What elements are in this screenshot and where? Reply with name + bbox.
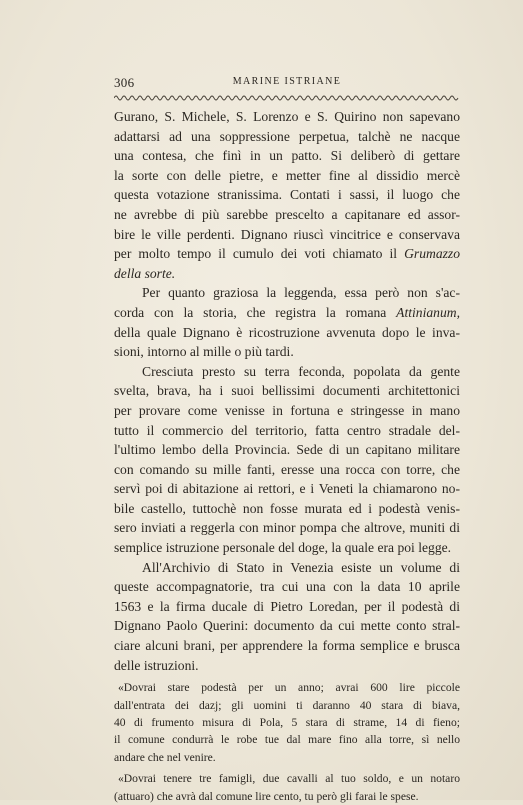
- italic-term: Grumazzo: [404, 246, 460, 262]
- text-line: per provare come venisse in fortuna e stringesse in mano: [114, 402, 460, 418]
- text-line: l'ultimo lembo della Provincia. Sede di un capitano militare: [114, 442, 460, 458]
- text-line: 1563 e la firma ducale di Pietro Loredan, per il podestà di: [114, 598, 460, 614]
- text-line: semplice istruzione personale del doge, la quale era poi legge.: [114, 540, 452, 556]
- page-number: 306: [114, 75, 135, 90]
- page-header: [114, 75, 460, 89]
- paragraph-4: [114, 558, 460, 676]
- text-line: queste accompagnatorie, tra cui una con la data 10 aprile: [114, 579, 460, 595]
- quote-line: «Dovrai tenere tre famigli, due cavalli al tuo soldo, e un notaro: [118, 772, 460, 786]
- text-line: questa votazione stranissima. Contati i sassi, il luogo che: [114, 187, 460, 203]
- paragraph-1: [114, 107, 460, 283]
- text-line: Dignano Paolo Querini: documento da cui mette conto stral-: [114, 618, 460, 634]
- main-text: [114, 107, 460, 805]
- text-line: ne avrebbe di più sarebbe prescelto a capitanare ed assor-: [114, 206, 460, 222]
- header-ornament-rule: [114, 94, 460, 102]
- quote-line: 40 di frumento misura di Pola, 5 stara di strame, 14 di fieno;: [114, 716, 460, 729]
- text-line: sero inviati a reggerla con minor pompa che altrove, muniti di: [114, 520, 460, 536]
- text-line: tutto il commercio del territorio, fatta centro stradale del-: [114, 422, 460, 438]
- text-line: svelta, brava, ha i suoi bellissimi documenti architettonici: [114, 383, 460, 399]
- text-line: [114, 244, 460, 264]
- text-line: servì poi di abitazione ai rettori, e i Veneti la chiamarono no-: [114, 481, 460, 497]
- text-line: bire le ville perdenti. Dignano riuscì vincitrice e conservava: [114, 226, 460, 242]
- text-line: della sorte.: [114, 265, 176, 281]
- italic-term: Attinianum,: [396, 304, 460, 320]
- text-line: All'Archivio di Stato in Venezia esiste un volume di: [142, 559, 460, 575]
- quote-line: (attuaro) che avrà dal comune lire cento, tu però gli farai le spese.: [114, 789, 419, 803]
- text-line: sioni, intorno al mille o più tardi.: [114, 344, 294, 360]
- quoted-instructions: [114, 679, 460, 805]
- text-line: una contesa, che finì in un patto. Si deliberò di gettare: [114, 148, 460, 164]
- text-segment: corda con la storia, che registra la romana: [114, 304, 397, 320]
- text-segment: per molto tempo il cumulo dei voti chiamato il: [114, 246, 405, 262]
- quote-line: dall'entrata dei dazj; gli uomini ti daranno 40 stara di biava,: [114, 698, 460, 712]
- text-line: bile castello, tuttochè non fosse murata ed i podestà venis-: [114, 500, 460, 516]
- quote-line: «Dovrai stare podestà per un anno; avrai 600 lire piccole: [118, 681, 460, 695]
- text-line: Per quanto graziosa la leggenda, essa però non s'ac-: [142, 285, 460, 301]
- paragraph-2: [114, 283, 460, 361]
- text-line: la sorte con delle pietre, e metter fine al dissidio mercè: [114, 167, 460, 183]
- text-line: adattarsi ad una soppressione perpetua, talchè ne nacque: [114, 128, 460, 144]
- text-line: [114, 303, 460, 323]
- text-line: con comando su mille fanti, eresse una rocca con torre, che: [114, 461, 460, 477]
- text-line: ciare alcuni brani, per apprendere la forma semplice e brusca: [114, 638, 460, 654]
- paragraph-3: [114, 362, 460, 558]
- quote-line: il comune condurrà le robe tue dal mare fino alla torre, sì nello: [114, 733, 460, 747]
- text-line: della quale Dignano è ricostruzione avvenuta dopo le inva-: [114, 324, 460, 340]
- text-line: delle istruzioni.: [114, 657, 199, 673]
- text-line: Gurano, S. Michele, S. Lorenzo e S. Quirino non sapevano: [114, 109, 460, 124]
- running-title: MARINE ISTRIANE: [232, 76, 342, 87]
- text-line: Cresciuta presto su terra feconda, popolata da gente: [142, 363, 460, 379]
- quote-line: andare che nel venire.: [114, 750, 216, 764]
- quote-paragraph-1: [114, 679, 460, 766]
